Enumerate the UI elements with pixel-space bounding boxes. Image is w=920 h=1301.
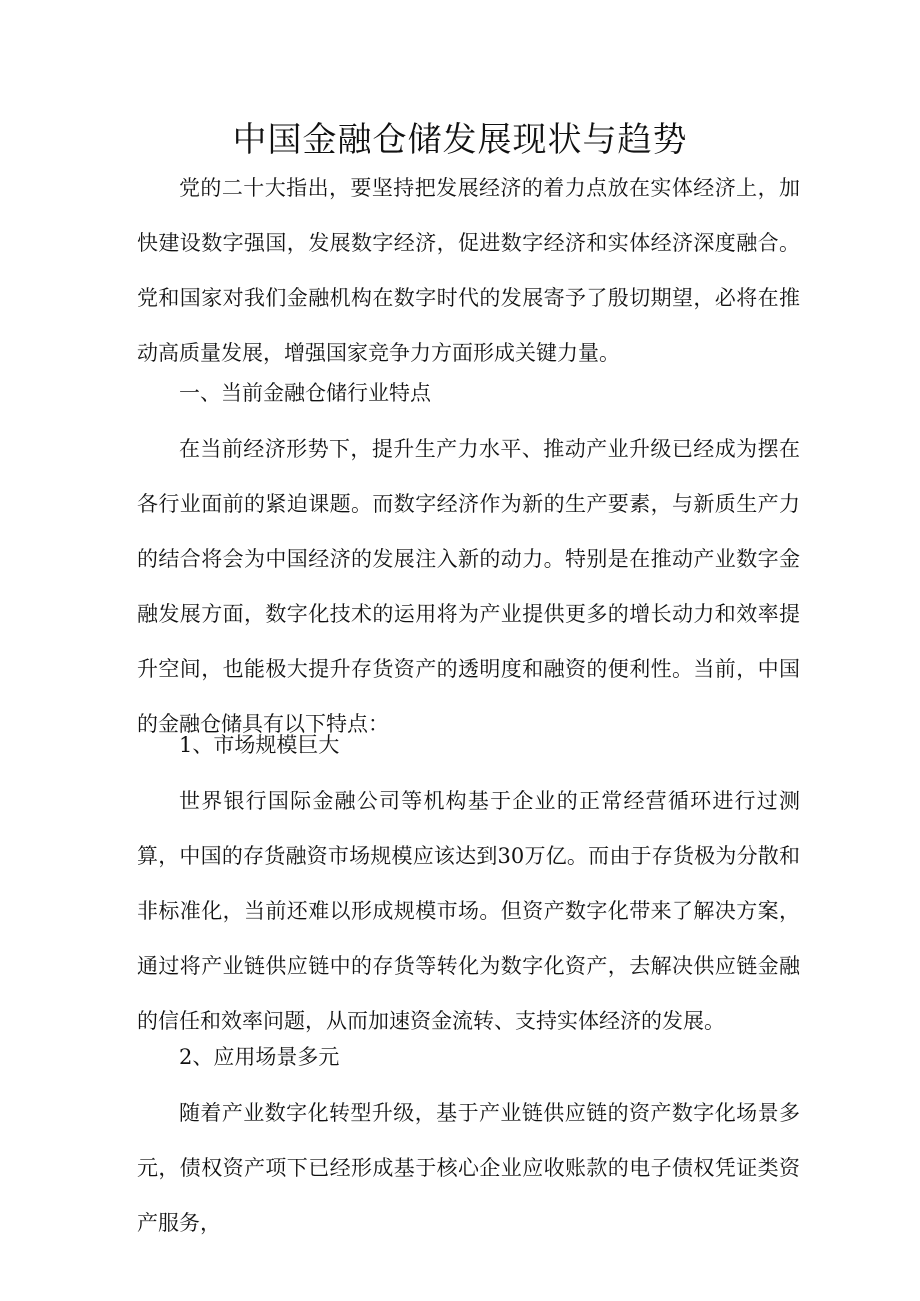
document-title: 中国金融仓储发展现状与趋势 — [232, 120, 688, 160]
paragraph-industry-features: 在当前经济形势下，提升生产力水平、推动产业升级已经成为摆在各行业面前的紧迫课题。而数字经济作为新的生产要素，与新质生产力的结合将会为中国经济的发展注入新的动力。特别是在推动产业数字金融发展方面，数字化技术的运用将为产业提供更多的增长动力和效率提升空间，也能极大提升存货资产的透明度和融资的便利性。当前，中国的金融仓储具有以下特点： — [137, 437, 800, 736]
paragraph-application-scenarios: 随着产业数字化转型升级，基于产业链供应链的资产数字化场景多元，债权资产项下已经形成基于核心企业应收账款的电子债权凭证类资产服务， — [137, 1101, 800, 1235]
section-heading-1: 一、当前金融仓储行业特点 — [179, 381, 431, 405]
subsection-heading-market-scale: 1、市场规模巨大 — [179, 733, 340, 757]
paragraph-market-scale: 世界银行国际金融公司等机构基于企业的正常经营循环进行过测算，中国的存货融资市场规模应该达到30万亿。而由于存货极为分散和非标准化，当前还难以形成规模市场。但资产数字化带来了解决方案，通过将产业链供应链中的存货等转化为数字化资产，去解决供应链金融的信任和效率问题，从而加速资金流转、支持实体经济的发展。 — [137, 789, 800, 1033]
subsection-heading-application-scenarios: 2、应用场景多元 — [179, 1045, 340, 1069]
paragraph-intro: 党的二十大指出，要坚持把发展经济的着力点放在实体经济上，加快建设数字强国，发展数字经济，促进数字经济和实体经济深度融合。党和国家对我们金融机构在数字时代的发展寄予了殷切期望，必将在推动高质量发展，增强国家竞争力方面形成关键力量。 — [137, 176, 800, 365]
